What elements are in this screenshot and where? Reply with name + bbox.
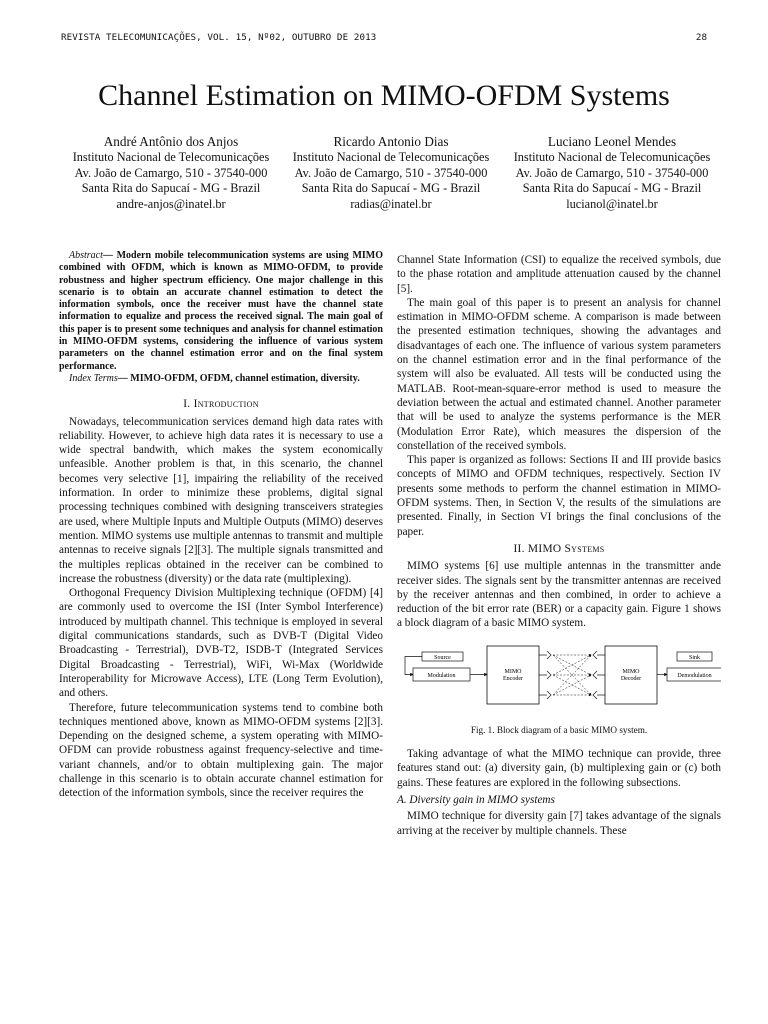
- author-city: Santa Rita do Sapucaí - MG - Brazil: [301, 181, 481, 196]
- abstract: Abstract— Modern mobile telecommunication systems are using MIMO combined with OFDM, which is known as MIMO-OFDM, to provide robustness and higher spectrum efficiency. One major challenge in this scenario is to obtain an accurate channel estimation to detect the information symbols, once the receiver must have the channel state information to equalize and process the received signal. The main goal of this paper is to present some techniques and analysis for channel estimation in MIMO-OFDM systems, considering the influence of various system parameters on the channel estimation error and on the final system performance.: [59, 250, 384, 372]
- paragraph: Orthogonal Frequency Division Multiplexing technique (OFDM) [4] are commonly used to overcome the ISI (Inter Symbol Interference) introduced by multipath channel. This technique is employed in several digital communications standards, such as DVB-T (Digital Video Broadcasting - Terrestrial), DVB-T2, ISDB-T (Integrated Services Digital Broadcasting - Terrestrial), WiFi, Wi-Max (Worldwide Interoperability for Microwave Access), LTE (Long Term Evolution), and others.: [59, 587, 383, 700]
- paragraph: This paper is organized as follows: Sections II and III provide basics concepts of MIMO and OFDM techniques, respectively. Section IV presents some methods to perform the channel estimation in MIMO-OFDM systems. Then, in Section V, the results of the simulations are presented. Finally, in Section VI brings the final conclusions of the paper.: [397, 454, 721, 538]
- paragraph: Nowadays, telecommunication services demand high data rates with reliability. However, to achieve high data rates it is necessary to use a wide spectral bandwith, which makes the system economically unfeasible. Another problem is that, in this scenario, the channel becomes very selective [1], impairing the reliability of the received information. In order to minimize these problems, digital signal processing techniques combined with designing transceivers strategies are used, where Multiple Inputs and Multiple Outputs (MIMO) deserves mention. MIMO systems use multiple antennas to transmit and multiple antennas to receive signals [2][3]. The multiple signals transmitted and the multiples replicas obtained in the receiver can be combined to increase the robustness (diversity) or the data rate (multiplexing).: [59, 415, 383, 585]
- journal-header: REVISTA TELECOMUNICAÇÕES, VOL. 15, Nº02, OUTUBRO DE 2013: [61, 32, 377, 43]
- author-affiliation: Instituto Nacional de Telecomunicações: [513, 150, 711, 164]
- author-block-1: [61, 133, 281, 212]
- mimo-encoder-box: [487, 646, 539, 704]
- source-label: Source: [434, 654, 451, 661]
- modulation-label: Modulation: [427, 672, 456, 679]
- author-email: andre-anjos@inatel.br: [116, 196, 226, 211]
- right-column: [397, 253, 721, 838]
- abstract-label: Abstract: [69, 250, 103, 261]
- figure-caption: Fig. 1. Block diagram of a basic MIMO system.: [470, 724, 648, 735]
- section-heading: II. MIMO Systems: [513, 542, 605, 555]
- author-address: Av. João de Camargo, 510 - 37540-000: [294, 165, 488, 180]
- decoder-label-2: Decoder: [620, 675, 642, 682]
- author-name: Luciano Leonel Mendes: [547, 134, 677, 149]
- author-address: Av. João de Camargo, 510 - 37540-000: [515, 165, 709, 180]
- encoder-label-1: MIMO: [504, 668, 522, 675]
- paragraph: MIMO technique for diversity gain [7] takes advantage of the signals arriving at the receiver by multiple channels. These: [397, 810, 721, 837]
- author-affiliation: Instituto Nacional de Telecomunicações: [72, 150, 270, 164]
- channel-paths: [553, 655, 591, 695]
- author-email: lucianol@inatel.br: [566, 196, 658, 211]
- author-city: Santa Rita do Sapucaí - MG - Brazil: [522, 181, 702, 196]
- page-number: 28: [695, 32, 707, 43]
- encoder-label-2: Encoder: [503, 675, 523, 682]
- paragraph: MIMO systems [6] use multiple antennas in the transmitter ande receiver sides. The signals sent by the transmitter antennas are received by the receiver antennas and then combined, in order to achieve a reduction of the bit error rate (BER) or a capacity gain. Figure 1 shows a block diagram of a basic MIMO system.: [397, 560, 721, 630]
- author-email: radias@inatel.br: [350, 196, 432, 211]
- author-affiliation: Instituto Nacional de Telecomunicações: [292, 150, 490, 164]
- paragraph: The main goal of this paper is to present an analysis for channel estimation in MIMO-OFDM scheme. A comparison is made between the presented estimation techniques, showing the advantages and disadvantages of each one. The influence of various system parameters on the channel estimation error and in the final performance of the system will also be evaluated. All tests will be conducted using the MATLAB. Root-mean-square-error method is used to measure the deviation between the actual and estimated channel. Another parameter that will be used to analyze the systems performance is the MER (Modulation Error Rate), which measures the dispersion of the constellation of the received symbols.: [397, 296, 721, 452]
- mimo-decoder-box: [605, 646, 657, 704]
- index-terms-label: Index Terms: [69, 372, 118, 384]
- paragraph: Therefore, future telecommunication systems tend to combine both techniques mentioned above, known as MIMO-OFDM systems [2][3]. Depending on the designed scheme, a system operating with MIMO-OFDM can provide robustness against frequency-selective and time-variant channels, and/or to obtain multiplexing gain. The major challenge in this scenario is to obtain accurate channel estimation for detection of the information symbols, since the receiver requires the: [59, 701, 383, 800]
- index-terms: Index Terms— MIMO-OFDM, OFDM, channel estimation, diversity.: [69, 372, 360, 384]
- demodulation-label: Demodulation: [677, 672, 712, 679]
- author-block-3: [502, 133, 722, 212]
- paragraph: Taking advantage of what the MIMO technique can provide, three features stand out: (a) diversity gain, (b) multiplexing gain or (c) both gains. These features are explored in the following subsections.: [397, 748, 721, 789]
- index-terms-text: MIMO-OFDM, OFDM, channel estimation, diversity.: [130, 372, 360, 384]
- author-name: Ricardo Antonio Dias: [333, 134, 449, 149]
- figure-block-diagram: [397, 641, 721, 717]
- paper-title: Channel Estimation on MIMO-OFDM Systems: [98, 79, 670, 112]
- section-heading: I. Introduction: [183, 398, 259, 411]
- author-address: Av. João de Camargo, 510 - 37540-000: [74, 165, 268, 180]
- sink-label: Sink: [688, 654, 701, 661]
- block-diagram: [397, 641, 721, 717]
- author-name: André Antônio dos Anjos: [103, 134, 239, 149]
- decoder-label-1: MIMO: [622, 668, 640, 675]
- left-column: [59, 250, 383, 801]
- paragraph: Channel State Information (CSI) to equalize the received symbols, due to the phase rotation and amplitude attenuation caused by the channel [5].: [397, 254, 721, 295]
- author-city: Santa Rita do Sapucaí - MG - Brazil: [81, 181, 261, 196]
- subsection-heading: A. Diversity gain in MIMO systems: [397, 793, 555, 806]
- abstract-text: Modern mobile telecommunication systems are using MIMO combined with OFDM, which is known as MIMO-OFDM, to provide robustness and higher spectrum efficiency. One major challenge in this scenario is to obtain an accurate channel estimation to detect the information symbols, once the receiver must have the channel state information to equalize and process the received signal. The main goal of this paper is to present some techniques and analysis for channel estimation in MIMO-OFDM systems, considering the influence of various system parameters on the channel estimation error and on the final system performance.: [59, 250, 384, 372]
- author-block-2: [281, 133, 501, 212]
